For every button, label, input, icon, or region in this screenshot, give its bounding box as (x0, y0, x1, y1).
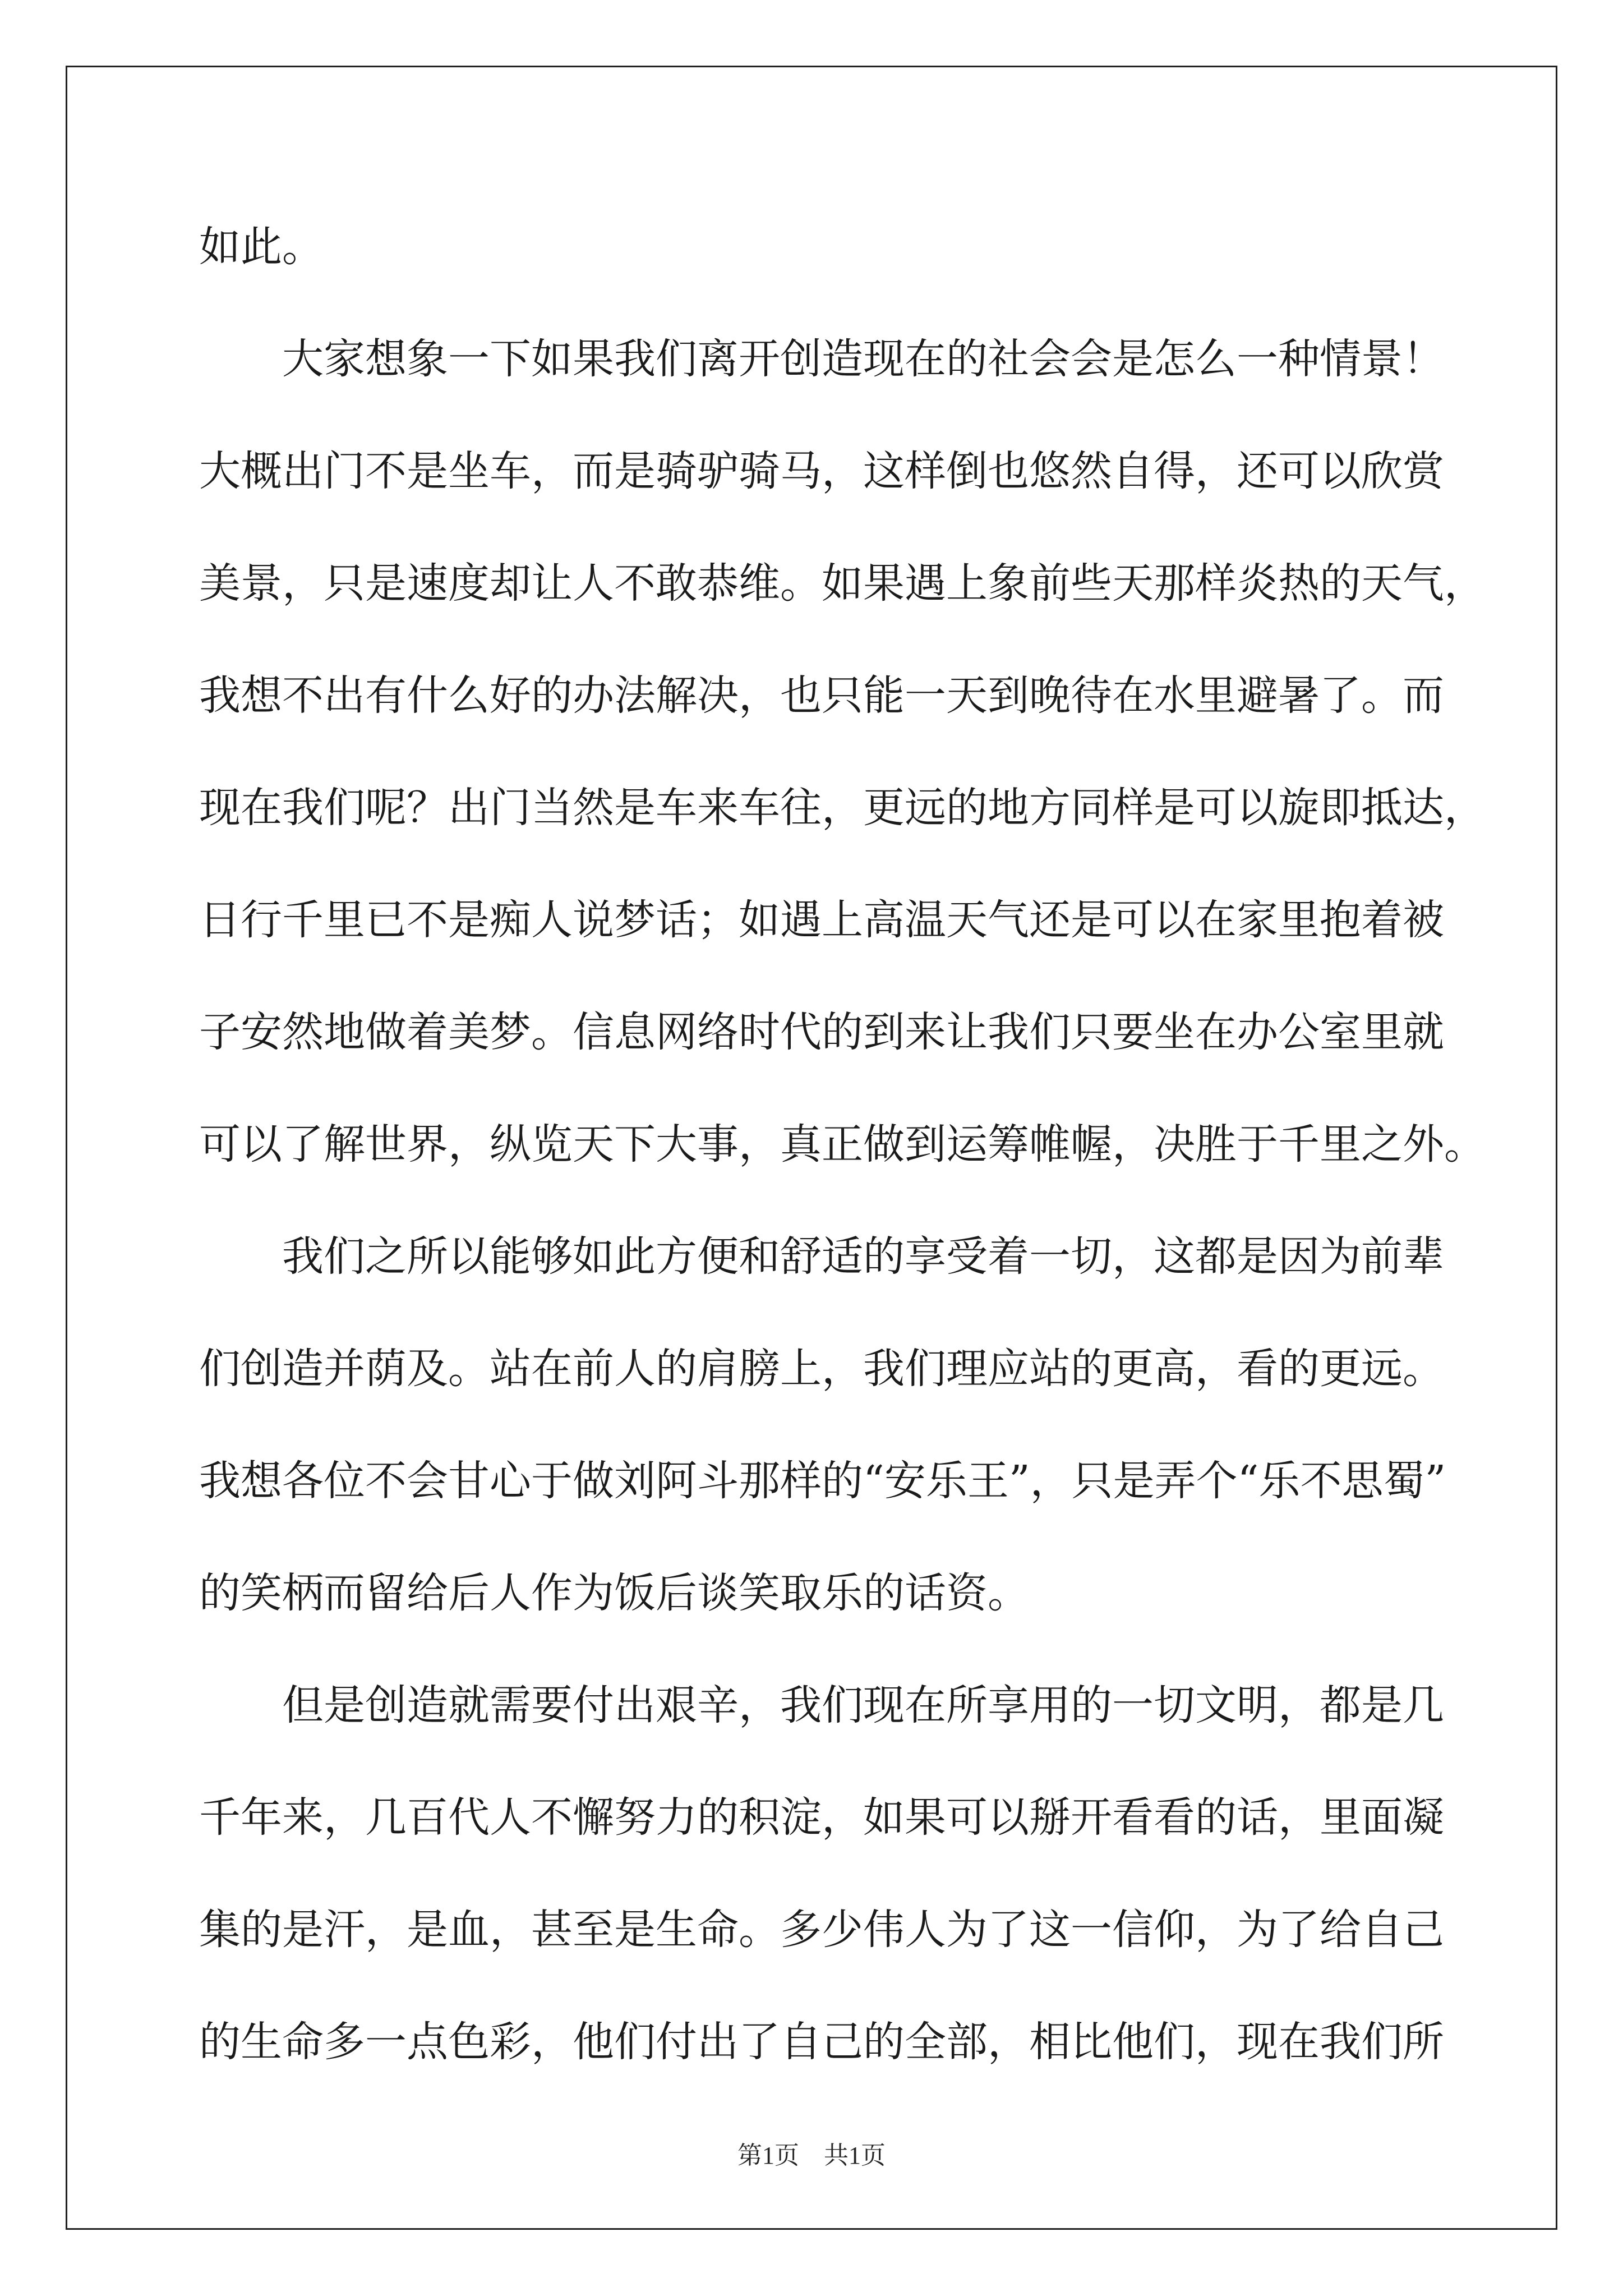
text-line: 我想各位不会甘心于做刘阿斗那样的“安乐王”，只是弄个“乐不思蜀” (199, 1457, 1446, 1505)
text-line: 我想不出有什么好的办法解决，也只能一天到晚待在水里避暑了。而 (199, 671, 1444, 720)
text-line: 可以了解世界，纵览天下大事，真正做到运筹帷幄，决胜于千里之外。 (199, 1120, 1486, 1168)
page-number-footer: 第1页 共1页 (737, 2142, 886, 2169)
text-line: 现在我们呢？出门当然是车来车往，更远的地方同样是可以旋即抵达， (199, 784, 1486, 832)
paragraph-start-line: 我们之所以能够如此方便和舒适的享受着一切，这都是因为前辈 (282, 1232, 1444, 1281)
text-line: 们创造并荫及。站在前人的肩膀上，我们理应站的更高，看的更远。 (199, 1345, 1444, 1393)
text-line: 的生命多一点色彩，他们付出了自己的全部，相比他们，现在我们所 (199, 2018, 1444, 2066)
text-line: 集的是汗，是血，甚至是生命。多少伟人为了这一信仰，为了给自己 (199, 1906, 1444, 1954)
text-line: 如此。 (199, 223, 324, 271)
paragraph-start-line: 但是创造就需要付出艰辛，我们现在所享用的一切文明，都是几 (282, 1681, 1444, 1729)
text-line: 大概出门不是坐车，而是骑驴骑马，这样倒也悠然自得，还可以欣赏 (199, 447, 1444, 495)
text-line: 的笑柄而留给后人作为饭后谈笑取乐的话资。 (199, 1569, 1029, 1617)
text-line: 美景，只是速度却让人不敢恭维。如果遇上象前些天那样炎热的天气， (199, 559, 1486, 608)
text-line: 千年来，几百代人不懈努力的积淀，如果可以掰开看看的话，里面凝 (199, 1793, 1444, 1842)
text-line: 日行千里已不是痴人说梦话；如遇上高温天气还是可以在家里抱着被 (199, 896, 1444, 944)
document-body (199, 213, 1486, 2120)
text-line: 子安然地做着美梦。信息网络时代的到来让我们只要坐在办公室里就 (199, 1008, 1444, 1056)
paragraph-start-line: 大家想象一下如果我们离开创造现在的社会会是怎么一种情景！ (282, 335, 1444, 383)
